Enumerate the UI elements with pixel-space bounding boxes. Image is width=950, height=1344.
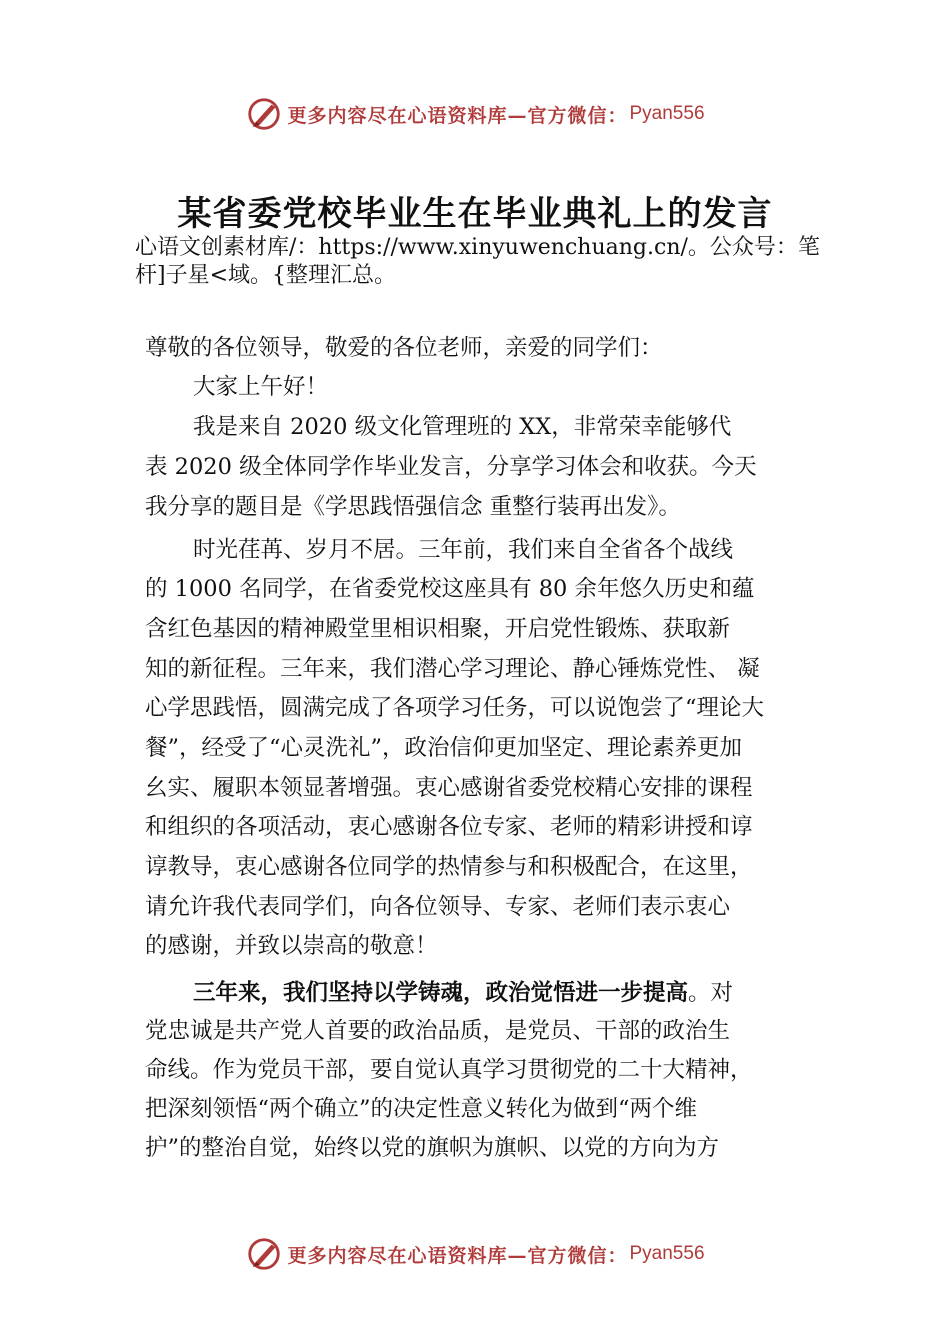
banner-text: 更多内容尽在心语资料库—官方微信： (287, 104, 628, 127)
document-title: 某省委党校毕业生在毕业典礼上的发言 (177, 194, 773, 234)
body-line: 心学思践悟，圆满完成了各项学习任务，可以说饱尝了“理论大 (145, 695, 765, 721)
body-line: 我是来自 2020 级文化管理班的 XX，非常荣幸能够代 (193, 414, 732, 440)
greeting-line: 大家上午好！ (193, 374, 329, 400)
body-line: 的感谢，并致以崇高的敬意！ (145, 933, 438, 959)
section-heading-line (145, 978, 863, 1008)
footer-banner (0, 1234, 950, 1274)
body-line: 时光荏苒、岁月不居。三年前，我们来自全省各个战线 (193, 537, 734, 563)
header-banner (0, 94, 950, 134)
body-line: 知的新征程。三年来，我们潜心学习理论、静心锤炼党性、 凝 (145, 656, 760, 682)
body-line: 命线。作为党员干部，要自觉认真学习贯彻党的二十大精神， (145, 1057, 753, 1083)
wechat-id: Pyan556 (629, 103, 705, 124)
body-line: 含红色基因的精神殿堂里相识相聚，开启党性锻炼、获取新 (145, 616, 731, 642)
pen-logo-icon (245, 95, 283, 133)
salutation-line: 尊敬的各位领导，敬爱的各位老师，亲爱的同学们： (145, 335, 663, 361)
body-line: 餐”，经受了“心灵洗礼”，政治信仰更加坚定、理论素养更加 (145, 735, 743, 761)
body-line: 和组织的各项活动，衷心感谢各位专家、老师的精彩讲授和谆 (145, 814, 753, 840)
body-line: 请允许我代表同学们，向各位领导、专家、老师们表示衷心 (145, 894, 731, 920)
body-line: 党忠诚是共产党人首要的政治品质，是党员、干部的政治生 (145, 1018, 731, 1044)
section-heading: 三年来，我们坚持以学铸魂，政治觉悟进一步提高 (193, 980, 689, 1006)
body-line: 的 1000 名同学，在省委党校这座具有 80 余年悠久历史和蕴 (145, 576, 755, 602)
body-line: 表 2020 级全体同学作毕业发言，分享学习体会和收获。今天 (145, 454, 757, 480)
wechat-id: Pyan556 (629, 1243, 705, 1264)
body-line: 谆教导，衷心感谢各位同学的热情参与和积极配合，在这里， (145, 854, 753, 880)
pen-logo-icon (245, 1235, 283, 1273)
source-line: 心语文创素材库/：https://www.xinyuwenchuang.cn/。公众号：笔杆]子星<域。{整理汇总。 (135, 235, 820, 288)
body-line: ⺓实、履职本领显著增强。衷心感谢省委党校精心安排的课程 (145, 775, 753, 801)
body-line: 我分享的题目是《学思践悟强信念 重整行装再出发》。 (145, 494, 681, 520)
body-line: 把深刻领悟“两个确立”的决定性意义转化为做到“两个维 (145, 1096, 698, 1122)
section-heading-tail: 。对 (688, 980, 734, 1006)
body-line: 护”的整治自觉，始终以党的旗帜为旗帜、以党的方向为方 (145, 1135, 720, 1161)
banner-text: 更多内容尽在心语资料库—官方微信： (287, 1244, 628, 1267)
